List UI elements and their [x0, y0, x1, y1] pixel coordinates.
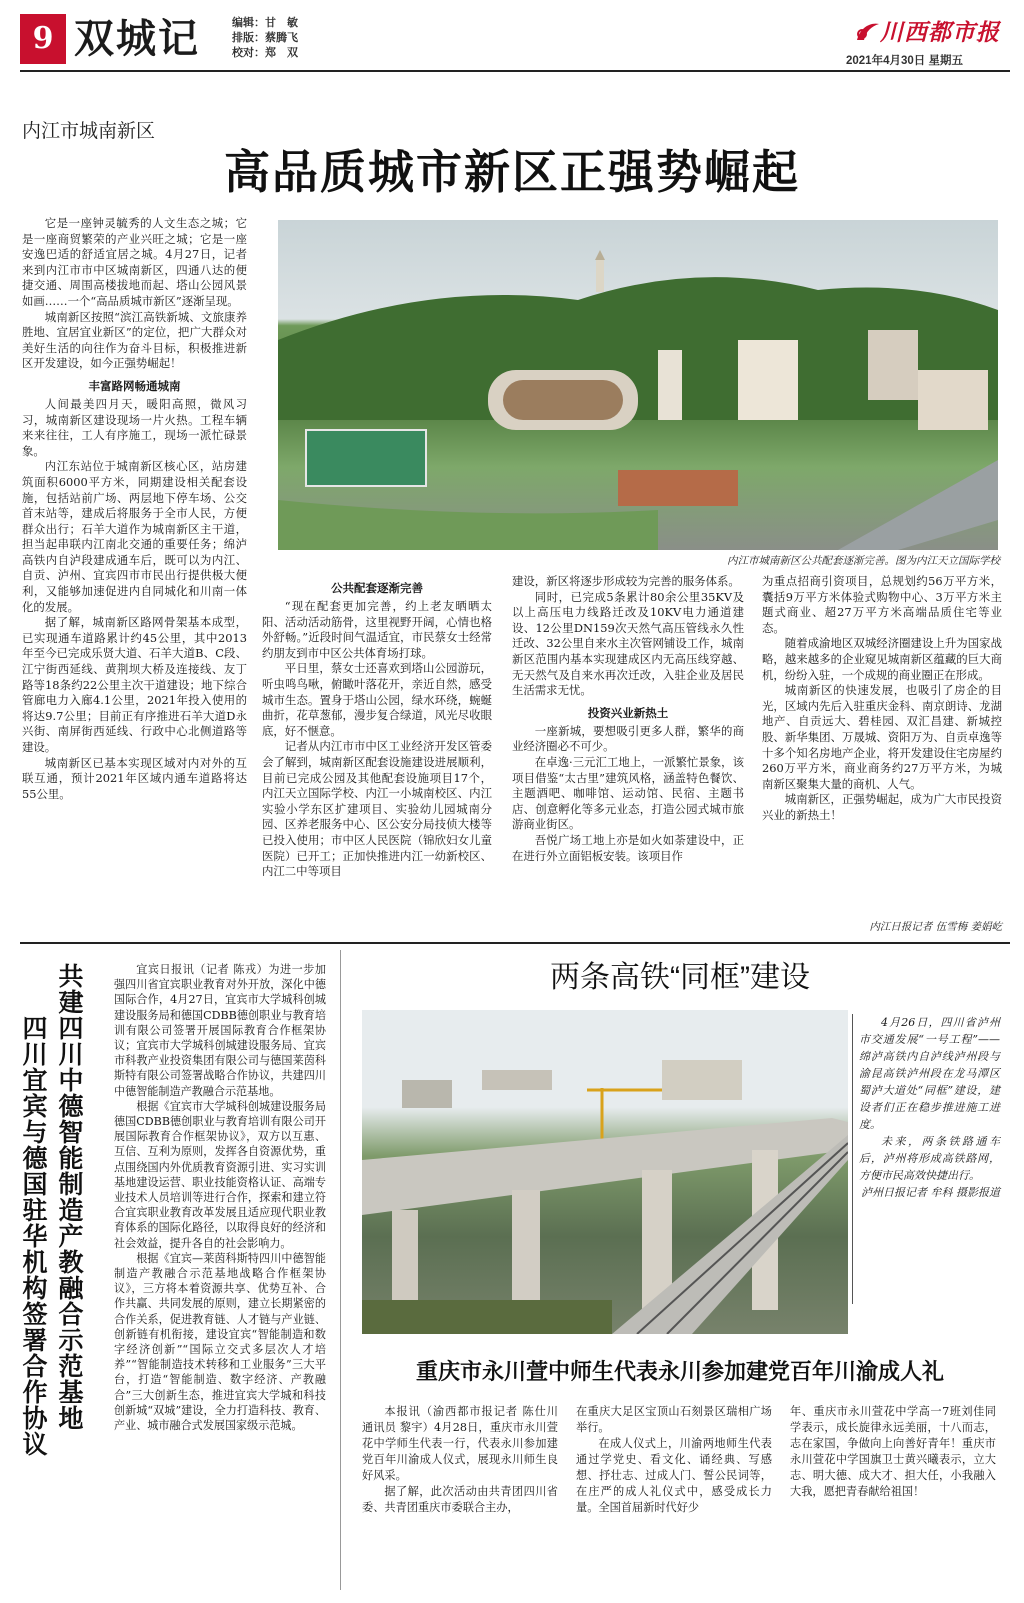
- story1-column-2: [262, 574, 492, 880]
- paragraph: 城南新区按照“滨江高铁新城、文旅康养胜地、宜居宜业新区”的定位，把广大群众对美好生活的向往作为奋斗目标，积极推进新区开发建设，如今正强势崛起！: [22, 309, 247, 371]
- paragraph: 年、重庆市永川萱花中学高一7班刘佳同学表示，成长旋律永远美丽，十八而志，志在家国，争做向上向善好青年！重庆市永川萱花中学国旗卫士黄兴曦表示，立大志、明大德、成大才、担大任，小我融入大我，愿把青春献给祖国！: [790, 1405, 996, 1498]
- story3-caption-paragraph: 4月26日，四川省泸州市交通发展“一号工程”——绵泸高铁内自泸线泸州段与渝昆高铁泸州段在龙马潭区蜀泸大道处“同框”建设，建设者们正在稳步推进施工进度。: [859, 1016, 1000, 1131]
- editor-credits: [232, 16, 298, 61]
- paragraph: 在重庆大足区宝顶山石刻景区瑞相广场举行。: [576, 1405, 772, 1434]
- story3-caption-box: [852, 1014, 1000, 1304]
- paragraph: 据了解，城南新区路网骨架基本成型，已实现通车道路累计约45公里，其中2013年至今已完成乐贤大道、石羊大道B、C段、江宁街西延线、黄荆坝大桥及连接线、友丁路等18条约22公里主次干道建设；地下综合管廊电力入廊4.1公里，2021年投入使用的将达9.7公里；目前正有序推进石羊大道D永兴街、南屏街西延线、行政中心北侧道路等建设。: [22, 615, 247, 754]
- paragraph: 为重点招商引资项目，总规划约56万平方米，囊括9万平方米体验式购物中心、3万平方米主题式商业、超27万平方米高端品质住宅等业态。: [762, 574, 1002, 635]
- story1-byline: 内江日报记者 伍雪梅 姜娟屹: [869, 921, 1002, 933]
- story3-credit: 泸州日报记者 牟科 摄影报道: [861, 1186, 1000, 1199]
- story1-headline: 高品质城市新区正强势崛起: [224, 145, 800, 199]
- story1-kicker: 内江市城南新区: [22, 121, 156, 142]
- story4-column-2: [576, 1404, 772, 1516]
- railway-viaduct-illustration: [362, 1010, 848, 1334]
- paragraph: 它是一座钟灵毓秀的人文生态之城；它是一座商贸繁荣的产业兴旺之城；它是一座安逸巴适的舒适宜居之城。4月27日，记者来到内江市市中区城南新区，四通八达的便捷交通、周围高楼拔地而起、塔山公园风景如画……一个“高品质城市新区”逐渐呈现。: [22, 216, 247, 308]
- story1-photo: [278, 220, 998, 550]
- section-divider: [20, 942, 1010, 944]
- newspaper-name: 川西都市报: [880, 19, 1000, 46]
- paragraph: 城南新区的快速发展，也吸引了房企的目光，区域内先后入驻重庆金科、南京朗诗、龙湖地产、自贡远大、碧桂园、双汇昌建、新城控股、新华集团、万晟城、资阳万为、自贡卓逸等十多个知名房地产企业，将开发建设住宅房屋约260万平方米，商业商务约27万平方米，为城南新区聚集大量的商机、人气。: [762, 683, 1002, 791]
- page-header: [0, 0, 1024, 78]
- layout-line: 排版：蔡腾飞: [232, 32, 298, 44]
- section-title: 双城记: [74, 15, 200, 62]
- masthead-logo: [852, 18, 1012, 48]
- story4-headline: 重庆市永川萱中师生代表永川参加建党百年川渝成人礼: [415, 1360, 944, 1385]
- paragraph: 城南新区已基本实现区域对内对外的互联互通，预计2021年区域内通车道路将达55公里。: [22, 755, 247, 801]
- header-rule: [20, 70, 1010, 72]
- story1-column-1: [22, 216, 247, 802]
- story3-photo: [362, 1010, 848, 1334]
- story1-column-3: [512, 574, 744, 864]
- story2-paragraph: 宜宾日报讯（记者 陈戎）为进一步加强四川省宜宾职业教育对外开放，深化中德国际合作，4月27日，宜宾市大学城科创城建设服务局和德国CDBB德创职业与教育培训有限公司签署开展国际教育合作框架协议；宜宾市大学城科创城建设服务局、宜宾市科教产业投资集团有限公司与德国莱茵科斯特有限公司签署战略合作协议，共建四川中德智能制造产教融合示范基地。: [114, 963, 326, 1098]
- paragraph: 人间最美四月天，暖阳高照，微风习习，城南新区建设现场一片火热。工程车辆来来往往，工人有序施工，现场一派忙碌景象。: [22, 396, 247, 458]
- story2-headline-line1: 共建四川中德智能制造产教融合示范基地: [58, 962, 84, 1433]
- editor-line: 编辑：甘 敏: [232, 17, 298, 29]
- story3-headline: 两条高铁“同框”建设: [550, 961, 810, 994]
- story1-photo-caption: 内江市城南新区公共配套逐渐完善。图为内江天立国际学校: [727, 555, 1000, 567]
- paragraph: 同时，已完成5条累计80余公里35KV及以上高压电力线路迁改及10KV电力通道建设、12公里DN159次天然气高压管线永久性迁改、32公里自来水主次管网铺设工作，城南新区范围内基本实现建成区内无高压线穿越、无天然气及自来水再次迁改，入驻企业及居民生活需求无忧。: [512, 589, 744, 698]
- subheading: 投资兴业新热土: [587, 705, 669, 720]
- paragraph: 在卓逸·三元汇工地上，一派繁忙景象，该项目借鉴“太古里”建筑风格，涵盖特色餐饮、主题酒吧、咖啡馆、运动馆、民宿、主题书店、创意孵化等多元业态，打造公园式城市旅游商业街区。: [512, 754, 744, 832]
- story1-column-4: [762, 574, 1002, 824]
- paragraph: 建设，新区将逐步形成较为完善的服务体系。: [512, 574, 740, 588]
- paragraph: 内江东站位于城南新区核心区，站房建筑面积6000平方米，同期建设相关配套设施，包括站前广场、两层地下停车场、公交首末站等，建成后将服务于全市人民，方便群众出行；石羊大道作为城南新区主干道，担当起串联内江南北交通的重要任务；绵泸高铁内自泸段建成通车后，既可以为内江、自贡、泸州、宜宾四市市民出行提供极大便利，又能够加速促进内自同城化和川南一体化的发展。: [22, 459, 247, 614]
- paragraph: 吾悦广场工地上亦是如火如荼建设中，正在进行外立面铝板安装。该项目作: [512, 832, 744, 863]
- subheading: 公共配套逐渐完善: [331, 581, 423, 595]
- story2-paragraph: 根据《宜宾—莱茵科斯特四川中德智能制造产教融合示范基地战略合作框架协议》，三方将本着资源共享、优势互补、合作共赢、共同发展的原则，建立长期紧密的合作关系，促进教育链、人才链与产业链、创新链有机衔接，建设宜宾“智能制造和数字经济创新”“国际立交式多层次人才培养”“智能制造技术转移和工业服务”三大平台，打造“智能制造、数字经济、产教融合”三大创新生态，推进宜宾大学城和科技创新城“双城”建设，全力打造科技、教育、产业、城市融合式发展国家级示范城。: [114, 1251, 326, 1433]
- page-number-badge: 9: [20, 14, 66, 64]
- paragraph: 在成人仪式上，川渝两地师生代表通过学党史、看文化、诵经典、写感想、抒壮志、过成人门、誓公民词等，在庄严的成人礼仪式中，感受成长力量。全国首届新时代好少: [576, 1437, 772, 1514]
- newspaper-emblem-icon: [852, 18, 882, 48]
- subheading: 丰富路网畅通城南: [88, 378, 181, 393]
- story2-body: [114, 962, 326, 1433]
- paragraph: 据了解，此次活动由共青团四川省委、共青团重庆市委联合主办，: [362, 1485, 558, 1514]
- story4-column-3: [790, 1404, 996, 1500]
- proofread-line: 校对：郑 双: [232, 47, 298, 59]
- campus-aerial-illustration: [278, 220, 998, 550]
- paragraph: 城南新区，正强势崛起，成为广大市民投资兴业的新热土！: [762, 792, 1002, 822]
- story4-column-1: [362, 1404, 558, 1516]
- paragraph: 平日里，蔡女士还喜欢到塔山公园游玩，听虫鸣鸟啾，俯瞰叶落花开，亲近自然，感受城市生态。置身于塔山公园，绿水环绕，蜿蜒曲折，花草葱郁，漫步复合绿道，风光尽收眼底，好不惬意。: [262, 661, 492, 738]
- paragraph: “现在配套更加完善，约上老友晒晒太阳、活动活动筋骨，这里视野开阔，心情也格外舒畅。”近段时间气温适宜，市民蔡女士经常约朋友到市中区公共体育场打球。: [262, 599, 492, 660]
- paragraph: 本报讯（渝西都市报记者 陈仕川 通讯员 黎宇）4月28日，重庆市永川萱花中学师生代表一行，代表永川参加建党百年川渝成人仪式，展现永川师生良好风采。: [362, 1405, 558, 1482]
- paragraph: 记者从内江市市中区工业经济开发区管委会了解到，城南新区配套设施建设进展顺利，目前已完成公园及其他配套设施项目17个，内江天立国际学校、内江一小城南校区、内江实验小学东区扩建项目、实验幼儿园城南分园、区养老服务中心、区公安分局技侦大楼等已投入使用；市中区人民医院（锦欣妇女儿童医院）已开工；正加快推进内江一幼新校区、内江二中等项目: [262, 739, 492, 879]
- story3-caption-paragraph: 未来，两条铁路通车后，泸州将形成高铁路网，方便市民高效快捷出行。: [859, 1135, 1000, 1182]
- issue-date: 2021年4月30日 星期五: [846, 55, 963, 67]
- column-divider: [340, 950, 341, 1590]
- story2-paragraph: 根据《宜宾市大学城科创城建设服务局德国CDBB德创职业与教育培训有限公司开展国际教育合作框架协议》，双方以互惠、互信、互利为原则，发挥各自资源优势，重点围绕国内外优质教育资源引进、实习实训基地建设运营、职业技能资格认证、高端专业技术人员培训等进行合作，探索和建立符合宜宾职业教育改革发展且适应现代职业教育体系的国际化路径，以取得良好的经济和社会效益，提升各自的社会影响力。: [114, 1099, 326, 1250]
- story2-headline-line2: 四川宜宾与德国驻华机构签署合作协议: [22, 1014, 48, 1459]
- paragraph: 随着成渝地区双城经济圈建设上升为国家战略，越来越多的企业窥见城南新区蕴藏的巨大商机，纷纷入驻，一个成规的商业圈正在形成。: [762, 636, 1002, 682]
- paragraph: 一座新城，要想吸引更多人群，繁华的商业经济圈必不可少。: [512, 723, 744, 754]
